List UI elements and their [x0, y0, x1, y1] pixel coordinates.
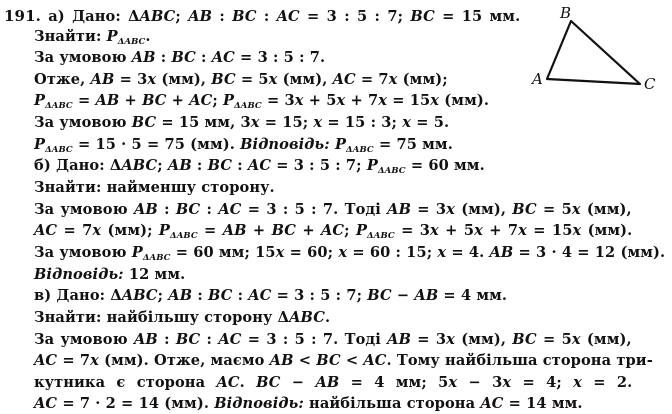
- solution-line: AC = 7x (мм); $P_{\Delta ABC}$ = AB + BC + AC; $P_{\Delta ABC} = 3x + 5x + 7x = 15x$ (мм).: [34, 222, 633, 241]
- problem-header-line: 191. а) Дано: ΔABC; AB : BC : AC = 3 : 5 : 7; BC = 15 мм.: [4, 7, 521, 25]
- solution-line: За умовою BC = 15 мм, 3x = 15; x = 15 : 3; x = 5.: [34, 114, 450, 131]
- solution-line: Знайти: найбільшу сторону ΔABC.: [34, 309, 331, 326]
- solution-line: Знайти: найменшу сторону.: [34, 179, 275, 196]
- solution-line: За умовою $P_{\Delta ABC} = 60$ мм; 15x = 60; x = 60 : 15; x = 4. AB = 3 · 4 = 12 (мм).: [34, 244, 666, 263]
- solution-line: Знайти: $P_{\Delta ABC}$.: [34, 28, 151, 47]
- solution-line: За умовою AB : BC : AC = 3 : 5 : 7. Тоді AB = 3x (мм), BC = 5x (мм),: [34, 201, 632, 218]
- solution-line: Відповідь: 12 мм.: [34, 266, 186, 283]
- vertex-label-b: B: [560, 4, 572, 22]
- vertex-label-c: C: [644, 75, 656, 93]
- solution-line: AC = 7 · 2 = 14 (мм). Відповідь: найбільша сторона AC = 14 мм.: [34, 395, 583, 412]
- solution-line: кутника є сторона AC. BC − AB = 4 мм; 5x − 3x = 4; x = 2.: [34, 374, 633, 391]
- solution-line: За умовою AB : BC : AC = 3 : 5 : 7. Тоді AB = 3x (мм), BC = 5x (мм),: [34, 331, 632, 348]
- vertex-label-a: A: [532, 70, 543, 88]
- solution-line: $P_{\Delta ABC} = 15 \cdot 5 = 75$ (мм). Відповідь: $P_{\Delta ABC} = 75$ мм.: [34, 136, 453, 155]
- solution-line: б) Дано: ΔABC; AB : BC : AC = 3 : 5 : 7; $P_{\Delta ABC} = 60$ мм.: [34, 157, 485, 176]
- triangle-figure: [530, 0, 672, 96]
- triangle-abc-shape: [547, 21, 640, 84]
- solution-line: AC = 7x (мм). Отже, маємо AB < BC < AC. Тому найбільша сторона три-: [34, 352, 653, 369]
- solution-line: Отже, AB = 3x (мм), BC = 5x (мм), AC = 7x (мм);: [34, 71, 448, 88]
- solution-line: За умовою AB : BC : AC = 3 : 5 : 7.: [34, 49, 326, 66]
- solution-line: в) Дано: ΔABC; AB : BC : AC = 3 : 5 : 7; BC − AB = 4 мм.: [34, 287, 508, 304]
- solution-line: $P_{\Delta ABC}$ = AB + BC + AC; $P_{\Delta ABC} = 3x + 5x + 7x = 15x$ (мм).: [34, 92, 490, 111]
